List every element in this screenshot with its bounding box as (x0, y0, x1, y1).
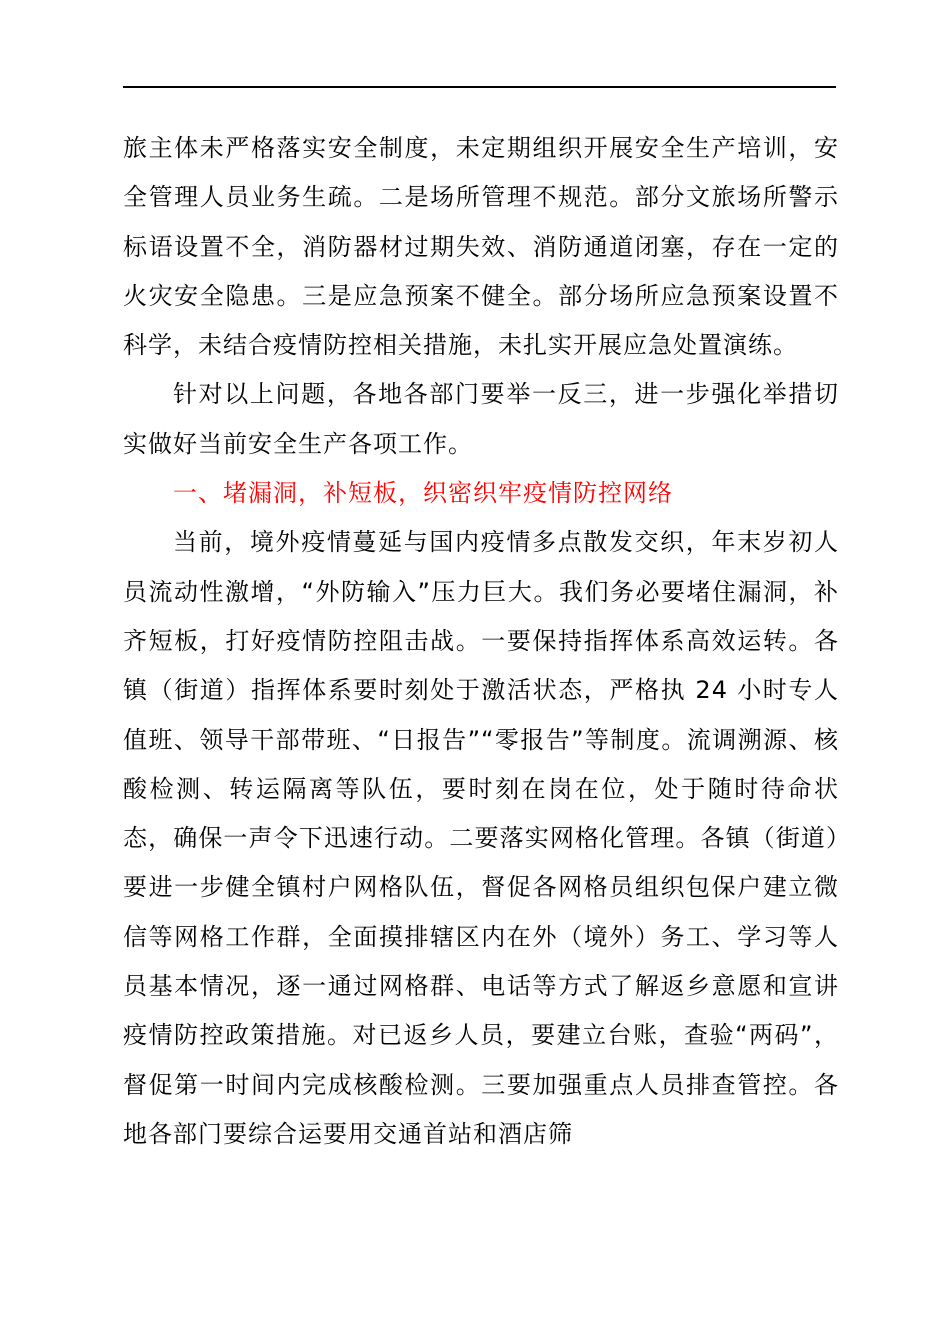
paragraph-problems-continued: 旅主体未严格落实安全制度，未定期组织开展安全生产培训，安全管理人员业务生疏。二是场所管理不规范。部分文旅场所警示标语设置不全，消防器材过期失效、消防通道闭塞，存在一定的火灾安全隐患。三是应急预案不健全。部分场所应急预案设置不科学，未结合疫情防控相关措施，未扎实开展应急处置演练。 (123, 134, 839, 360)
paragraph-response-intro: 针对以上问题，各地各部门要举一反三，进一步强化举措切实做好当前安全生产各项工作。 (123, 380, 839, 458)
paragraph-epidemic-control: 当前，境外疫情蔓延与国内疫情多点散发交织，年末岁初人员流动性激增，“外防输入”压力巨大。我们务必要堵住漏洞，补齐短板，打好疫情防控阻击战。一要保持指挥体系高效运转。各镇（街道）指挥体系要时刻处于激活状态，严格执 24 小时专人值班、领导干部带班、“日报告”“零报告”等制度。流调溯源、核酸检测、转运隔离等队伍，要时刻在岗在位，处于随时待命状态，确保一声令下迅速行动。二要落实网格化管理。各镇（街道）要进一步健全镇村户网格队伍，督促各网格员组织包保户建立微信等网格工作群，全面摸排辖区内在外（境外）务工、学习等人员基本情况，逐一通过网格群、电话等方式了解返乡意愿和宣讲疫情防控政策措施。对已返乡人员，要建立台账，查验“两码”，督促第一时间内完成核酸检测。三要加强重点人员排查管控。各地各部门要综合运要用交通首站和酒店筛 (123, 528, 839, 1148)
document-body (123, 124, 839, 1159)
header-rule (123, 86, 836, 88)
section-heading-1: 一、堵漏洞，补短板，织密织牢疫情防控网络 (173, 479, 673, 508)
